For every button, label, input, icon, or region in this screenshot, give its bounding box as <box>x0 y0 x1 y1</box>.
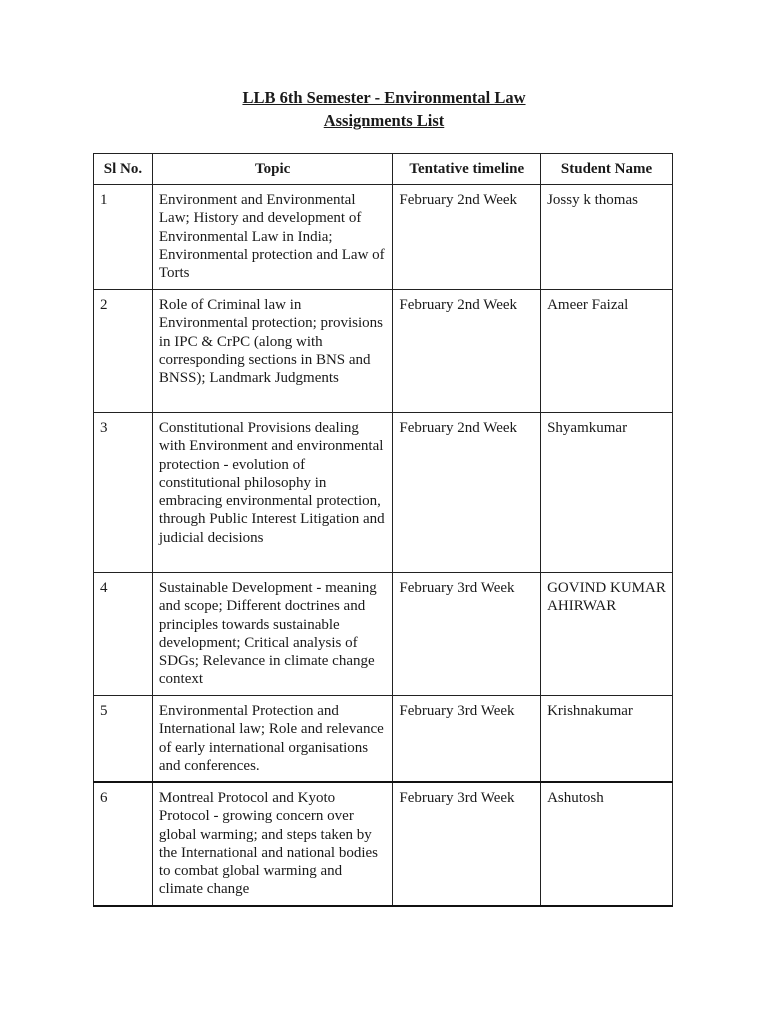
cell-topic: Constitutional Provisions dealing with Environment and environmental protection - evolution of constitutional philosophy in embracing environmental protection, through Public Interest Litigation and judicial decisions <box>152 413 393 573</box>
table-row <box>94 290 673 413</box>
assignments-table <box>93 153 673 907</box>
cell-topic: Environmental Protection and International law; Role and relevance of early international organisations and conferences. <box>152 696 393 783</box>
table-row <box>94 573 673 696</box>
cell-sl-no: 3 <box>94 413 153 573</box>
cell-topic: Montreal Protocol and Kyoto Protocol - growing concern over global warming; and steps taken by the International and national bodies to combat global warming and climate change <box>152 782 393 906</box>
cell-sl-no: 2 <box>94 290 153 413</box>
cell-student-name: Jossy k thomas <box>541 185 673 290</box>
cell-timeline: February 3rd Week <box>393 696 541 783</box>
document-title: LLB 6th Semester - Environmental Law <box>242 88 526 107</box>
cell-timeline: February 2nd Week <box>393 290 541 413</box>
table-row <box>94 185 673 290</box>
cell-sl-no: 4 <box>94 573 153 696</box>
table-row <box>94 696 673 783</box>
table-row <box>94 413 673 573</box>
header-student-name: Student Name <box>541 154 673 185</box>
cell-timeline: February 2nd Week <box>393 413 541 573</box>
cell-topic: Role of Criminal law in Environmental protection; provisions in IPC & CrPC (along with corresponding sections in BNS and BNSS); Landmark Judgments <box>152 290 393 413</box>
cell-student-name: Shyamkumar <box>541 413 673 573</box>
cell-topic: Environment and Environmental Law; History and development of Environmental Law in India; Environmental protection and Law of Torts <box>152 185 393 290</box>
cell-student-name: Ashutosh <box>541 782 673 906</box>
header-topic: Topic <box>152 154 393 185</box>
cell-topic: Sustainable Development - meaning and scope; Different doctrines and principles towards sustainable development; Critical analysis of SDGs; Relevance in climate change context <box>152 573 393 696</box>
document-subtitle: Assignments List <box>323 111 445 130</box>
cell-sl-no: 6 <box>94 782 153 906</box>
cell-student-name: Ameer Faizal <box>541 290 673 413</box>
cell-student-name: GOVIND KUMAR AHIRWAR <box>541 573 673 696</box>
cell-student-name: Krishnakumar <box>541 696 673 783</box>
cell-timeline: February 3rd Week <box>393 782 541 906</box>
cell-sl-no: 1 <box>94 185 153 290</box>
document-title-block <box>0 86 768 132</box>
cell-timeline: February 2nd Week <box>393 185 541 290</box>
table-row <box>94 782 673 906</box>
cell-sl-no: 5 <box>94 696 153 783</box>
header-timeline: Tentative timeline <box>393 154 541 185</box>
cell-timeline: February 3rd Week <box>393 573 541 696</box>
table-header-row <box>94 154 673 185</box>
header-sl-no: Sl No. <box>94 154 153 185</box>
